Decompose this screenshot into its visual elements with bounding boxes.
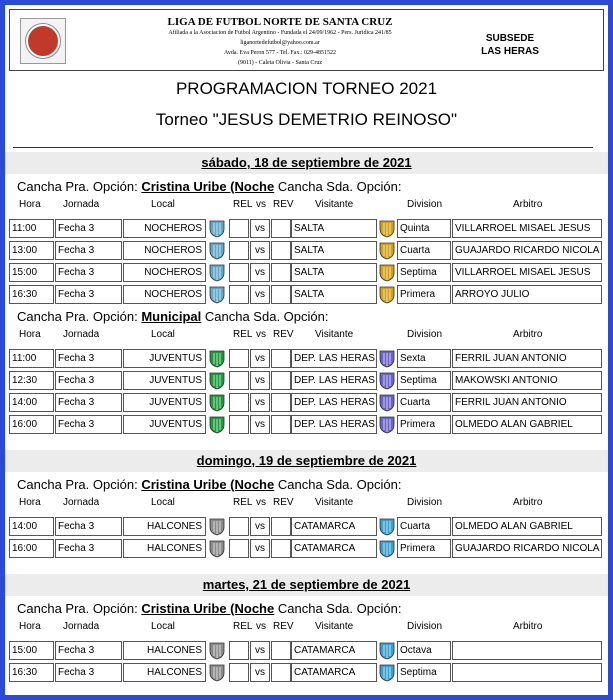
org-info <box>90 16 470 68</box>
cancha-sda-label: Cancha Sda. Opción: <box>277 179 402 194</box>
nocheros-shield-icon <box>207 241 227 260</box>
cell-visitante: SALTA <box>291 263 377 282</box>
cell-rev <box>271 517 291 536</box>
cell-local: NOCHEROS <box>123 285 206 304</box>
cell-rel <box>229 517 249 536</box>
divider <box>13 147 593 148</box>
cell-local: HALCONES <box>123 539 206 558</box>
cell-rel <box>229 641 249 660</box>
cell-hora: 16:00 <box>9 539 54 558</box>
nocheros-shield-icon <box>207 219 227 238</box>
cancha-pra-label: Cancha Pra. Opción: <box>17 601 138 616</box>
cell-rel <box>229 241 249 260</box>
col-division: Division <box>407 199 443 210</box>
match-row <box>5 641 608 661</box>
cell-arbitro <box>452 663 602 682</box>
cancha-pra-label: Cancha Pra. Opción: <box>17 179 138 194</box>
col-hora: Hora <box>19 621 41 632</box>
juventus-shield-icon <box>207 349 227 368</box>
cell-rel <box>229 285 249 304</box>
cell-visitante: DEP. LAS HERAS <box>291 393 377 412</box>
cell-jornada: Fecha 3 <box>55 641 122 660</box>
cell-local: NOCHEROS <box>123 219 206 238</box>
col-local: Local <box>151 329 175 340</box>
cell-rel <box>229 415 249 434</box>
halcones-shield-icon <box>207 641 227 660</box>
cancha-pra-label: Cancha Pra. Opción: <box>17 309 138 324</box>
nocheros-shield-icon <box>207 285 227 304</box>
league-logo-icon <box>20 18 66 64</box>
cell-rel <box>229 663 249 682</box>
match-row <box>5 219 608 239</box>
org-line-4: (9011) - Caleta Olivia - Santa Cruz <box>237 60 323 66</box>
cell-jornada: Fecha 3 <box>55 241 122 260</box>
match-row <box>5 371 608 391</box>
cell-visitante: DEP. LAS HERAS <box>291 371 377 390</box>
day-date: sábado, 18 de septiembre de 2021 <box>201 155 412 170</box>
cell-rel <box>229 539 249 558</box>
cell-jornada: Fecha 3 <box>55 349 122 368</box>
cell-local: NOCHEROS <box>123 241 206 260</box>
deplasheras-shield-icon <box>377 415 397 434</box>
cell-rev <box>271 241 291 260</box>
col-visitante: Visitante <box>315 329 354 340</box>
cell-jornada: Fecha 3 <box>55 663 122 682</box>
cell-division: Septima <box>397 263 451 282</box>
cancha-row <box>17 477 401 492</box>
cell-vs: vs <box>250 517 270 536</box>
col-vs: vs <box>256 329 266 340</box>
column-headers <box>5 329 608 343</box>
cell-local: JUVENTUS <box>123 415 206 434</box>
cancha-pra-label: Cancha Pra. Opción: <box>17 477 138 492</box>
cancha-row <box>17 601 401 616</box>
col-rel: REL <box>233 621 253 632</box>
cell-visitante: SALTA <box>291 285 377 304</box>
cancha-sda-label: Cancha Sda. Opción: <box>277 601 402 616</box>
col-vs: vs <box>256 199 266 210</box>
col-rel: REL <box>233 329 253 340</box>
cancha-sda-label: Cancha Sda. Opción: <box>204 309 329 324</box>
col-visitante: Visitante <box>315 621 354 632</box>
deplasheras-shield-icon <box>377 371 397 390</box>
col-local: Local <box>151 199 175 210</box>
cell-visitante: CATAMARCA <box>291 539 377 558</box>
cell-vs: vs <box>250 349 270 368</box>
match-row <box>5 263 608 283</box>
cell-jornada: Fecha 3 <box>55 415 122 434</box>
col-arbitro: Arbitro <box>513 497 543 508</box>
catamarca-shield-icon <box>377 641 397 660</box>
cell-jornada: Fecha 3 <box>55 371 122 390</box>
cell-visitante: SALTA <box>291 241 377 260</box>
col-jornada: Jornada <box>63 497 100 508</box>
match-row <box>5 539 608 559</box>
cell-rev <box>271 663 291 682</box>
cell-arbitro: VILLARROEL MISAEL JESUS <box>452 263 602 282</box>
cell-division: Cuarta <box>397 393 451 412</box>
catamarca-shield-icon <box>377 663 397 682</box>
cell-arbitro: MAKOWSKI ANTONIO <box>452 371 602 390</box>
deplasheras-shield-icon <box>377 393 397 412</box>
catamarca-shield-icon <box>377 517 397 536</box>
salta-shield-icon <box>377 241 397 260</box>
halcones-shield-icon <box>207 663 227 682</box>
cell-rev <box>271 393 291 412</box>
col-rel: REL <box>233 199 253 210</box>
cell-jornada: Fecha 3 <box>55 517 122 536</box>
org-name: LIGA DE FUTBOL NORTE DE SANTA CRUZ <box>167 16 393 28</box>
col-vs: vs <box>256 497 266 508</box>
cell-arbitro: FERRIL JUAN ANTONIO <box>452 393 602 412</box>
cell-visitante: CATAMARCA <box>291 663 377 682</box>
match-row <box>5 415 608 435</box>
match-row <box>5 663 608 683</box>
org-line-2: liganortedefutbol@yahoo.com.ar <box>240 40 320 46</box>
org-line-1: Afiliada a la Asociacion de Futbol Argentino - Fundada el 24/09/1962 - Pers. Juridica 241/85 <box>168 30 392 36</box>
cell-arbitro <box>452 641 602 660</box>
col-rev: REV <box>273 621 294 632</box>
cell-rev <box>271 219 291 238</box>
col-division: Division <box>407 329 443 340</box>
cancha-row <box>17 309 328 324</box>
cell-vs: vs <box>250 393 270 412</box>
cell-arbitro: GUAJARDO RICARDO NICOLA <box>452 539 602 558</box>
cell-local: HALCONES <box>123 641 206 660</box>
cell-rel <box>229 371 249 390</box>
cell-arbitro: OLMEDO ALAN GABRIEL <box>452 517 602 536</box>
cancha-name: Municipal <box>141 309 202 324</box>
col-arbitro: Arbitro <box>513 199 543 210</box>
juventus-shield-icon <box>207 415 227 434</box>
col-arbitro: Arbitro <box>513 621 543 632</box>
juventus-shield-icon <box>207 393 227 412</box>
cell-visitante: SALTA <box>291 219 377 238</box>
cell-local: JUVENTUS <box>123 393 206 412</box>
cell-rel <box>229 263 249 282</box>
cell-hora: 15:00 <box>9 641 54 660</box>
cell-rev <box>271 371 291 390</box>
cell-hora: 14:00 <box>9 517 54 536</box>
salta-shield-icon <box>377 285 397 304</box>
cell-rel <box>229 349 249 368</box>
col-local: Local <box>151 497 175 508</box>
column-headers <box>5 199 608 213</box>
cell-jornada: Fecha 3 <box>55 539 122 558</box>
cell-vs: vs <box>250 263 270 282</box>
column-headers <box>5 497 608 511</box>
document-page <box>5 5 608 695</box>
cell-rev <box>271 349 291 368</box>
cell-arbitro: ARROYO JULIO <box>452 285 602 304</box>
cell-hora: 16:00 <box>9 415 54 434</box>
cell-vs: vs <box>250 641 270 660</box>
col-rev: REV <box>273 329 294 340</box>
cell-rel <box>229 219 249 238</box>
cell-division: Primera <box>397 415 451 434</box>
cell-hora: 16:30 <box>9 285 54 304</box>
cell-arbitro: VILLARROEL MISAEL JESUS <box>452 219 602 238</box>
cancha-row <box>17 179 401 194</box>
cell-division: Primera <box>397 539 451 558</box>
halcones-shield-icon <box>207 539 227 558</box>
col-local: Local <box>151 621 175 632</box>
org-line-3: Avda. Eva Peron 577 - Tel. Fax.: 029-4851522 <box>223 50 336 56</box>
col-hora: Hora <box>19 329 41 340</box>
cell-jornada: Fecha 3 <box>55 393 122 412</box>
cell-hora: 12:30 <box>9 371 54 390</box>
salta-shield-icon <box>377 263 397 282</box>
cell-jornada: Fecha 3 <box>55 263 122 282</box>
cell-arbitro: FERRIL JUAN ANTONIO <box>452 349 602 368</box>
cell-rev <box>271 263 291 282</box>
col-jornada: Jornada <box>63 199 100 210</box>
cell-vs: vs <box>250 241 270 260</box>
cell-division: Cuarta <box>397 517 451 536</box>
deplasheras-shield-icon <box>377 349 397 368</box>
salta-shield-icon <box>377 219 397 238</box>
cell-local: JUVENTUS <box>123 349 206 368</box>
cell-vs: vs <box>250 539 270 558</box>
cell-local: JUVENTUS <box>123 371 206 390</box>
catamarca-shield-icon <box>377 539 397 558</box>
subsede-label: SUBSEDE <box>485 33 535 44</box>
cell-vs: vs <box>250 371 270 390</box>
col-jornada: Jornada <box>63 329 100 340</box>
match-row <box>5 349 608 369</box>
cell-rev <box>271 415 291 434</box>
cell-vs: vs <box>250 285 270 304</box>
cancha-sda-label: Cancha Sda. Opción: <box>277 477 402 492</box>
cell-hora: 16:30 <box>9 663 54 682</box>
cancha-name: Cristina Uribe (Noche <box>141 477 275 492</box>
cell-arbitro: OLMEDO ALAN GABRIEL <box>452 415 602 434</box>
cell-jornada: Fecha 3 <box>55 219 122 238</box>
cell-visitante: DEP. LAS HERAS <box>291 349 377 368</box>
cell-division: Primera <box>397 285 451 304</box>
match-row <box>5 241 608 261</box>
tournament-title: Torneo "JESUS DEMETRIO REINOSO" <box>155 110 458 129</box>
cell-rel <box>229 393 249 412</box>
cell-hora: 15:00 <box>9 263 54 282</box>
cell-local: NOCHEROS <box>123 263 206 282</box>
page-title: PROGRAMACION TORNEO 2021 <box>175 79 438 98</box>
col-division: Division <box>407 621 443 632</box>
col-rev: REV <box>273 199 294 210</box>
cell-division: Octava <box>397 641 451 660</box>
col-visitante: Visitante <box>315 497 354 508</box>
cell-visitante: DEP. LAS HERAS <box>291 415 377 434</box>
cell-rev <box>271 641 291 660</box>
col-rel: REL <box>233 497 253 508</box>
cell-hora: 14:00 <box>9 393 54 412</box>
cell-division: Septima <box>397 371 451 390</box>
cell-visitante: CATAMARCA <box>291 641 377 660</box>
match-row <box>5 517 608 537</box>
cell-division: Sexta <box>397 349 451 368</box>
day-date: domingo, 19 de septiembre de 2021 <box>196 453 417 468</box>
cancha-name: Cristina Uribe (Noche <box>141 601 275 616</box>
cell-local: HALCONES <box>123 663 206 682</box>
col-vs: vs <box>256 621 266 632</box>
cell-vs: vs <box>250 663 270 682</box>
match-row <box>5 285 608 305</box>
col-arbitro: Arbitro <box>513 329 543 340</box>
cell-hora: 11:00 <box>9 349 54 368</box>
halcones-shield-icon <box>207 517 227 536</box>
col-hora: Hora <box>19 497 41 508</box>
col-hora: Hora <box>19 199 41 210</box>
match-row <box>5 393 608 413</box>
col-division: Division <box>407 497 443 508</box>
day-date: martes, 21 de septiembre de 2021 <box>202 577 411 592</box>
subsede <box>450 32 570 58</box>
cancha-name: Cristina Uribe (Noche <box>141 179 275 194</box>
juventus-shield-icon <box>207 371 227 390</box>
col-visitante: Visitante <box>315 199 354 210</box>
cell-vs: vs <box>250 219 270 238</box>
cell-local: HALCONES <box>123 517 206 536</box>
cell-division: Septima <box>397 663 451 682</box>
col-jornada: Jornada <box>63 621 100 632</box>
col-rev: REV <box>273 497 294 508</box>
letterhead <box>9 9 604 71</box>
cell-hora: 13:00 <box>9 241 54 260</box>
column-headers <box>5 621 608 635</box>
cell-jornada: Fecha 3 <box>55 285 122 304</box>
nocheros-shield-icon <box>207 263 227 282</box>
cell-division: Cuarta <box>397 241 451 260</box>
cell-division: Quinta <box>397 219 451 238</box>
cell-rev <box>271 539 291 558</box>
subsede-city: LAS HERAS <box>481 46 539 57</box>
cell-rev <box>271 285 291 304</box>
cell-visitante: CATAMARCA <box>291 517 377 536</box>
cell-hora: 11:00 <box>9 219 54 238</box>
cell-vs: vs <box>250 415 270 434</box>
cell-arbitro: GUAJARDO RICARDO NICOLA <box>452 241 602 260</box>
